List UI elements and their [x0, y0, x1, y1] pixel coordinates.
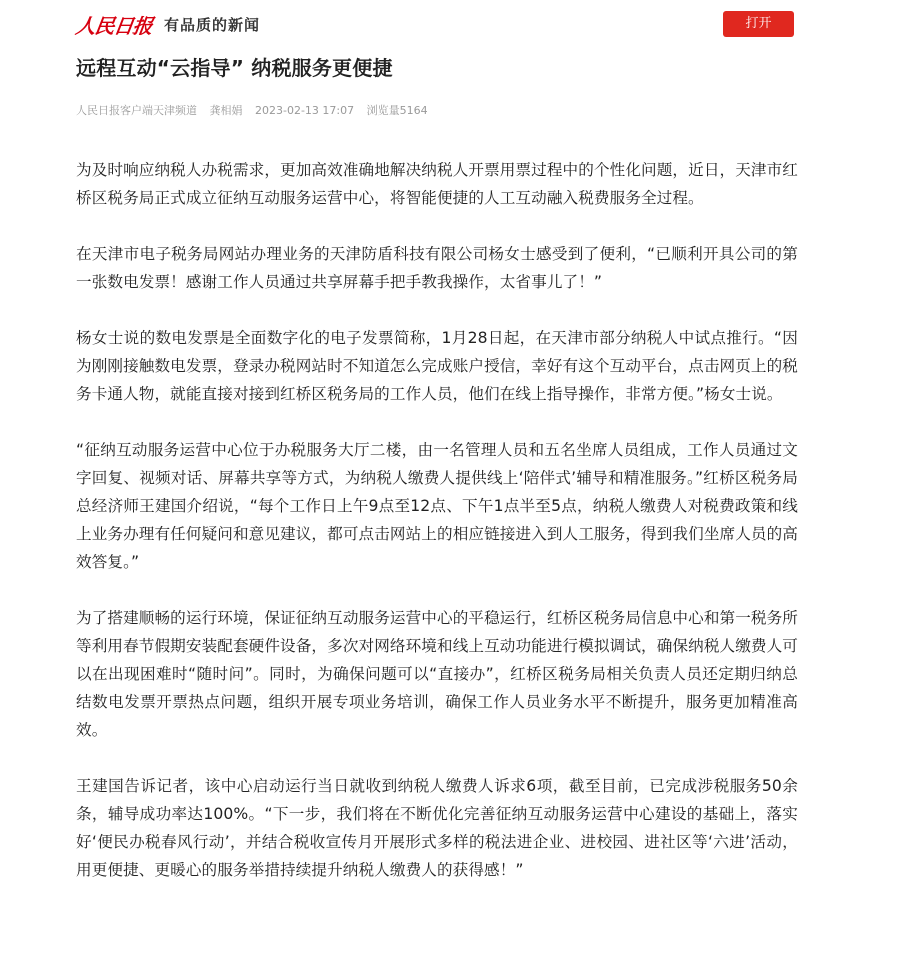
- article-paragraph: “征纳互动服务运营中心位于办税服务大厅二楼，由一名管理人员和五名坐席人员组成，工作人员通过文字回复、视频对话、屏幕共享等方式，为纳税人缴费人提供线上‘陪伴式’辅导和精准服务。”红桥区税务局总经济师王建国介绍说，“每个工作日上午9点至12点、下午1点半至5点，纳税人缴费人对税费政策和线上业务办理有任何疑问和意见建议，都可点击网站上的相应链接进入到人工服务，得到我们坐席人员的高效答复。”: [76, 441, 798, 571]
- article-paragraph: 王建国告诉记者，该中心启动运行当日就收到纳税人缴费人诉求6项，截至目前，已完成涉税服务50余条，辅导成功率达100%。“下一步，我们将在不断优化完善征纳互动服务运营中心建设的基础上，落实好‘便民办税春风行动’，并结合税收宣传月开展形式多样的税法进企业、进校园、进社区等‘六进’活动，用更便捷、更暖心的服务举措持续提升纳税人缴费人的获得感！”: [76, 777, 798, 879]
- article-author: 龚相娟: [209, 104, 243, 117]
- open-app-button[interactable]: 打开: [723, 11, 794, 37]
- article-title: 远程互动“云指导” 纳税服务更便捷: [76, 56, 393, 80]
- top-bar: [0, 0, 898, 48]
- article-paragraph: 杨女士说的数电发票是全面数字化的电子发票简称，1月28日起，在天津市部分纳税人中试点推行。“因为刚刚接触数电发票，登录办税网站时不知道怎么完成账户授信，幸好有这个互动平台，点击网页上的税务卡通人物，就能直接对接到红桥区税务局的工作人员，他们在线上指导操作，非常方便。”杨女士说。: [76, 329, 798, 403]
- article-source[interactable]: 人民日报客户端天津频道: [76, 104, 197, 117]
- brand-slogan: 有品质的新闻: [164, 15, 261, 34]
- article-view-count: 浏览量5164: [366, 104, 428, 117]
- article-paragraph: 为了搭建顺畅的运行环境，保证征纳互动服务运营中心的平稳运行，红桥区税务局信息中心和第一税务所等利用春节假期安装配套硬件设备，多次对网络环境和线上互动功能进行模拟调试，确保纳税人缴费人可以在出现困难时“随时问”。同时，为确保问题可以“直接办”，红桥区税务局相关负责人员还定期归纳总结数电发票开票热点问题，组织开展专项业务培训，确保工作人员业务水平不断提升，服务更加精准高效。: [76, 609, 798, 739]
- article-meta: [76, 103, 816, 119]
- article-paragraph: 在天津市电子税务局网站办理业务的天津防盾科技有限公司杨女士感受到了便利，“已顺利开具公司的第一张数电发票！感谢工作人员通过共享屏幕手把手教我操作，太省事儿了！”: [76, 245, 798, 291]
- app-logo[interactable]: [76, 10, 260, 38]
- article-body: [76, 156, 798, 912]
- article-datetime: 2023-02-13 17:07: [255, 104, 355, 117]
- brand-logo-mark: 人民日报: [74, 13, 154, 38]
- article-paragraph: 为及时响应纳税人办税需求，更加高效准确地解决纳税人开票用票过程中的个性化问题，近日，天津市红桥区税务局正式成立征纳互动服务运营中心，将智能便捷的人工互动融入税费服务全过程。: [76, 161, 798, 207]
